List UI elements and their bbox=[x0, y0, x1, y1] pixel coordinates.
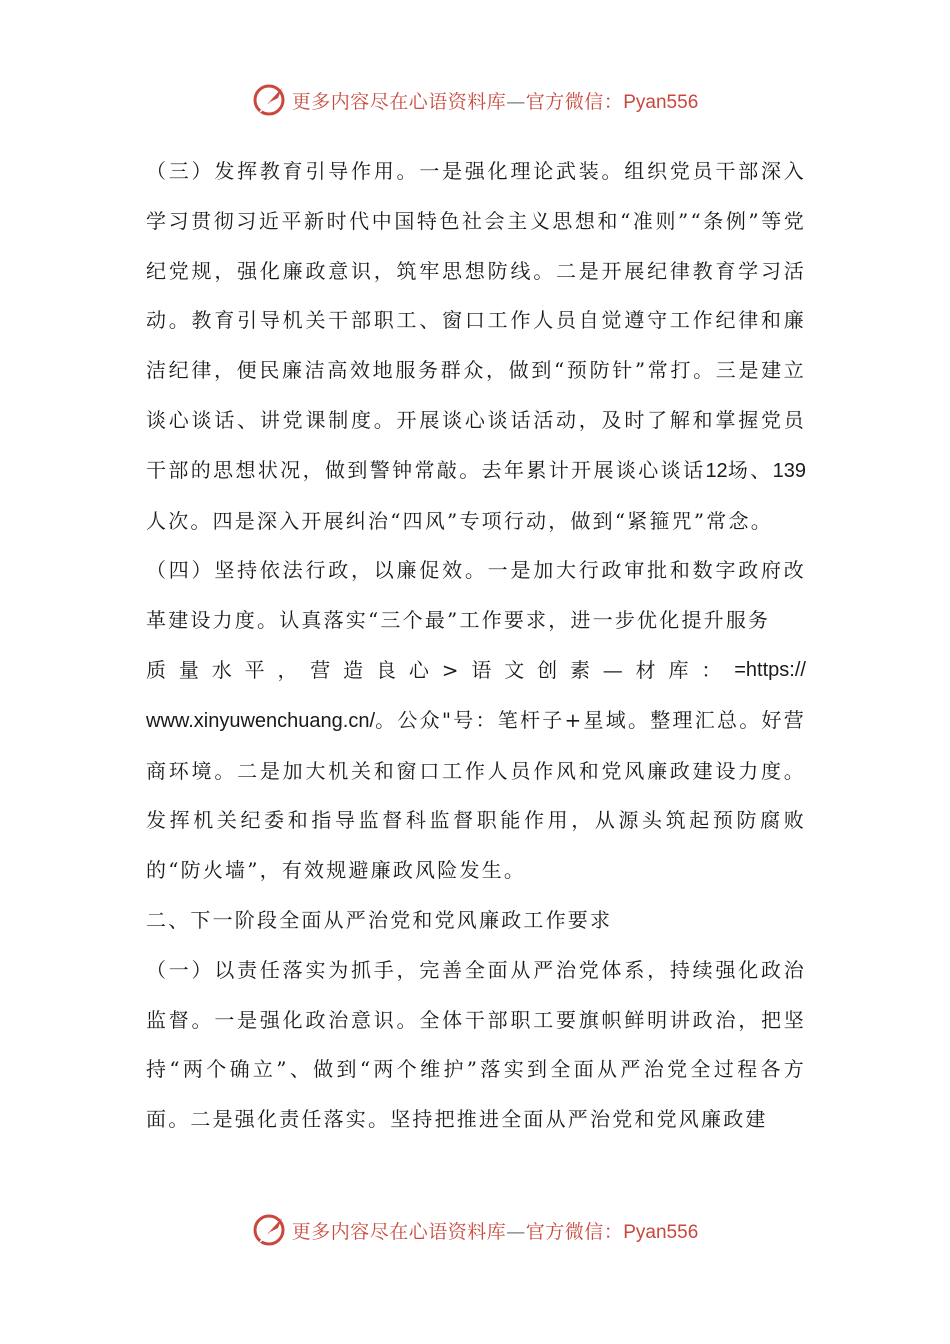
paragraph-responsibility: （一）以责任落实为抓手，完善全面从严治党体系，持续强化政治监督。一是强化政治意识。全体干部职工要旗帜鲜明讲政治，把坚持“两个确立”、做到“两个维护”落实到全面从严治党全过程各方面。二是强化责任落实。坚持把推进全面从严治党和党风廉政建 bbox=[146, 957, 806, 1132]
char: 造 bbox=[343, 657, 364, 682]
watermark-dash: — bbox=[506, 90, 526, 113]
char: 平 bbox=[244, 657, 265, 682]
watermark-contact-id: Pyan556 bbox=[623, 91, 699, 113]
char: 良 bbox=[376, 657, 397, 682]
char: 库 bbox=[668, 657, 689, 682]
person-count: 139 bbox=[772, 459, 806, 482]
watermark-text bbox=[292, 87, 699, 114]
watermark-text bbox=[292, 1217, 699, 1244]
paragraph-text: 场、 bbox=[727, 457, 773, 482]
watermark-brand: 更多内容尽在心语资料库 bbox=[291, 90, 507, 113]
url-text: www.xinyuwenchuang.cn/ bbox=[146, 709, 376, 732]
header-watermark bbox=[0, 80, 950, 120]
char: 水 bbox=[211, 657, 232, 682]
paragraph-lawful-administration-cont bbox=[146, 696, 806, 896]
justified-line bbox=[146, 646, 806, 696]
char: 语 bbox=[471, 657, 492, 682]
char: — bbox=[602, 657, 623, 682]
paragraph-education-guidance bbox=[146, 147, 806, 546]
paragraph-lawful-administration bbox=[146, 546, 806, 646]
quill-logo-icon bbox=[252, 1212, 288, 1248]
char: > bbox=[441, 657, 459, 682]
char: ， bbox=[277, 657, 298, 682]
char: 素 bbox=[569, 657, 590, 682]
paragraph-text: （四）坚持依法行政，以廉促效。一是加大行政审批和数字政府改革建设力度。认真落实“三个最”工作要求，进一步优化提升服务 bbox=[146, 558, 806, 633]
paragraph-text: 。公众"号：笔杆子+星域。整理汇总。好营商环境。二是加大机关和窗口工作人员作风和党风廉政建设力度。发挥机关纪委和指导监督科监督职能作用，从源头筑起预防腐败的“防火墙”，有效规避廉政风险发生。 bbox=[146, 707, 806, 883]
watermark-contact-label: 官方微信： bbox=[525, 90, 624, 113]
session-count: 12 bbox=[705, 459, 728, 482]
char: 营 bbox=[310, 657, 331, 682]
quill-logo-icon bbox=[252, 82, 288, 118]
document-body bbox=[146, 147, 806, 1145]
char: 质 bbox=[146, 657, 166, 682]
paragraph-text: （三）发挥教育引导作用。一是强化理论武装。组织党员干部深入学习贯彻习近平新时代中国特色社会主义思想和“准则”“条例”等党纪党规，强化廉政意识，筑牢思想防线。二是开展纪律教育学习活动。教育引导机关干部职工、窗口工作人员自觉遵守工作纪律和廉洁纪律，便民廉洁高效地服务群众，做到“预防针”常打。三是建立谈心谈话、讲党课制度。开展谈心谈话活动，及时了解和掌握党员干部的思想状况，做到警钟常敲。去年累计开展谈心谈话 bbox=[146, 159, 806, 482]
watermark-contact-id: Pyan556 bbox=[623, 1221, 699, 1243]
watermark-brand: 更多内容尽在心语资料库 bbox=[291, 1220, 507, 1243]
watermark-dash: — bbox=[506, 1220, 526, 1243]
section-heading: 二、下一阶段全面从严治党和党风廉政工作要求 bbox=[146, 907, 613, 932]
char: 量 bbox=[178, 657, 199, 682]
paragraph-text: 人次。四是深入开展纠治“四风”专项行动，做到“紧箍咒”常念。 bbox=[146, 508, 773, 533]
char: 材 bbox=[635, 657, 656, 682]
watermark-contact-label: 官方微信： bbox=[525, 1220, 624, 1243]
footer-watermark bbox=[0, 1210, 950, 1250]
char: 创 bbox=[537, 657, 558, 682]
char: ： bbox=[701, 657, 722, 682]
url-prefix: =https:// bbox=[734, 658, 806, 681]
char: 文 bbox=[504, 657, 525, 682]
char: 心 bbox=[408, 657, 429, 682]
